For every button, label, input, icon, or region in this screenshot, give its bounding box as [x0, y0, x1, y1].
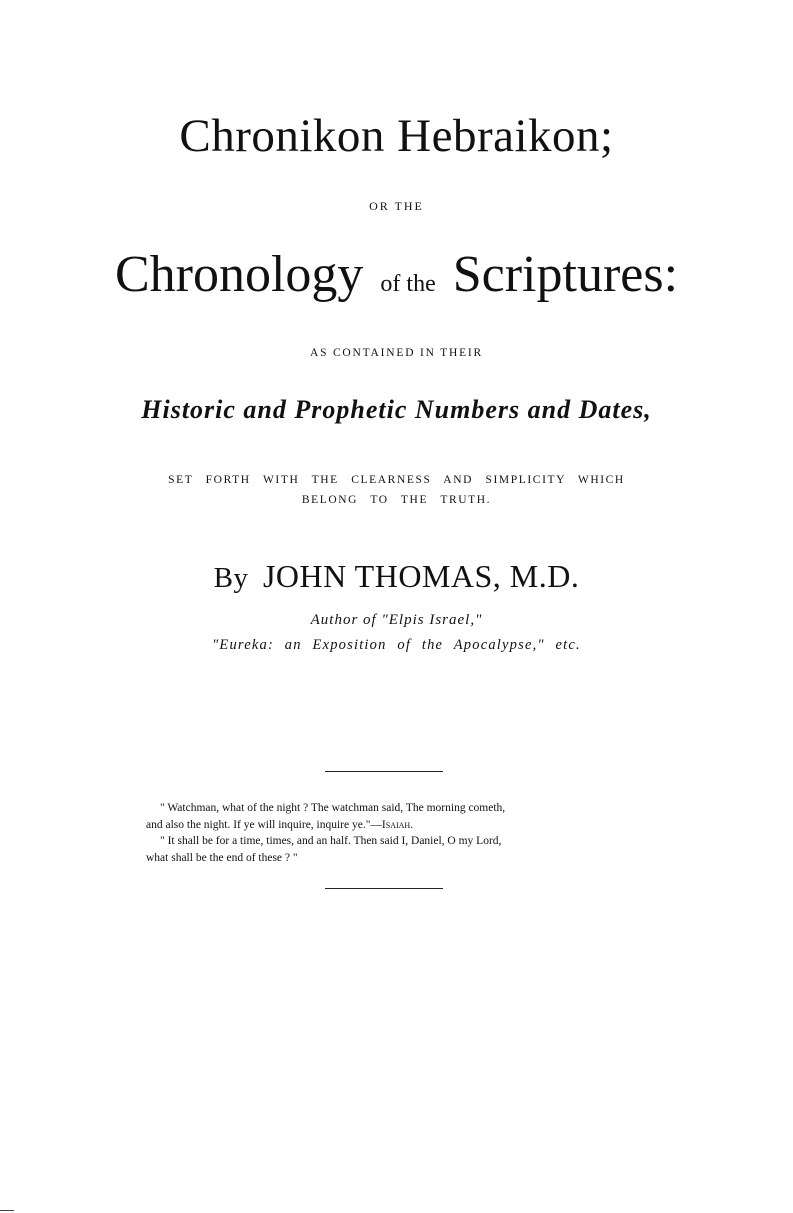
author-byline: [0, 556, 793, 598]
byline-name: JOHN THOMAS, M.D.: [262, 558, 580, 594]
author-credentials-line-2: "Eureka: an Exposition of the Apocalypse," etc.: [212, 637, 581, 653]
epigraph-source-isaiah: Isaiah.: [381, 818, 414, 831]
title-of-the: of the: [380, 271, 436, 297]
epigraph-quote-1-line-1: " Watchman, what of the night ? The watchman said, The morning cometh,: [160, 802, 506, 814]
epigraph-quote-2-line-2: what shall be the end of these ? ": [146, 851, 298, 864]
set-forth-line-1: SET FORTH WITH THE CLEARNESS AND SIMPLICITY WHICH: [168, 474, 625, 486]
divider-bottom: [325, 888, 443, 889]
title-line-1: Chronikon Hebraikon;: [179, 110, 614, 162]
set-forth-line-2: BELONG TO THE TRUTH.: [301, 494, 492, 506]
epigraph: [146, 800, 666, 866]
connector-or-the: OR THE: [369, 199, 424, 213]
epigraph-quote-1-line-2: [146, 817, 666, 834]
epigraph-quote-1-text: and also the night. If ye will inquire, inquire ye."—: [146, 818, 382, 831]
subtitle-as-contained: AS CONTAINED IN THEIR: [309, 347, 484, 359]
subtitle-blackletter: Historic and Prophetic Numbers and Dates,: [141, 395, 652, 424]
title-scriptures: Scriptures:: [452, 246, 679, 303]
divider-top: [325, 771, 443, 772]
epigraph-quote-2-line-1: " It shall be for a time, times, and an half. Then said I, Daniel, O my Lord,: [160, 835, 502, 847]
byline-by: By: [213, 562, 249, 594]
title-line-2: [0, 244, 793, 315]
scan-corner-mark: [0, 1210, 14, 1211]
author-credentials-line-1: Author of "Elpis Israel,": [310, 612, 483, 628]
subtitle-set-forth: [0, 470, 793, 510]
title-chronology: Chronology: [114, 246, 364, 303]
